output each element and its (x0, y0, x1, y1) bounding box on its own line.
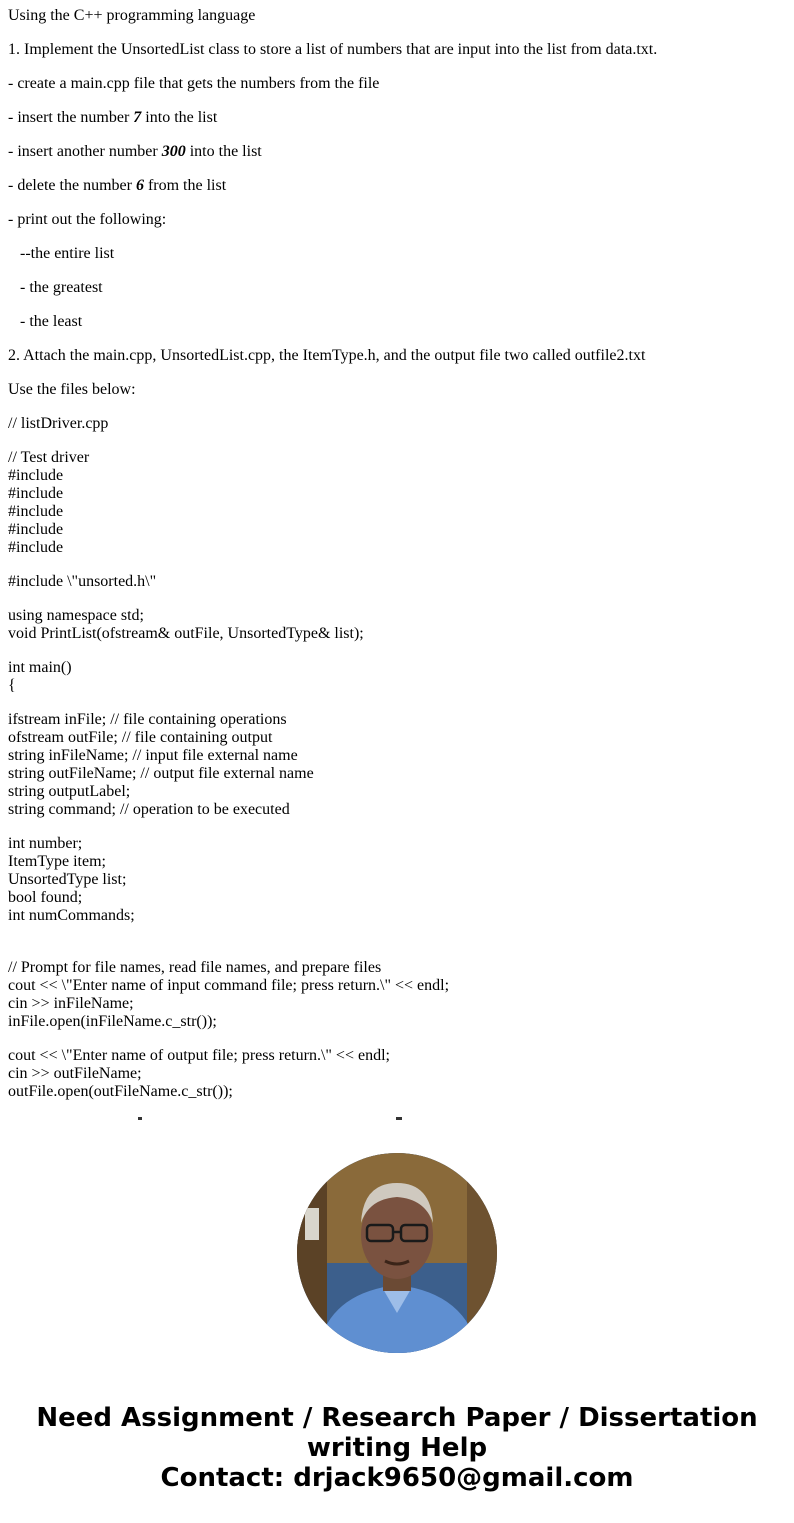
code-stream-decls (8, 711, 788, 819)
code-prompt-output (8, 1047, 788, 1101)
step-insert-300 (8, 143, 788, 161)
author-avatar (297, 1153, 497, 1353)
code-var-decls (8, 835, 788, 925)
step-insert-7-suffix: into the list (141, 109, 218, 126)
code-truncated-line (8, 1117, 788, 1123)
step-insert-7-value: 7 (133, 109, 142, 126)
sub-greatest: - the greatest (8, 279, 103, 296)
step-delete-6-prefix: - delete the number (8, 177, 136, 194)
step-delete-6 (8, 177, 788, 195)
step-insert-300-value: 300 (161, 143, 186, 160)
promo-contact: Contact: drjack9650@gmail.com (160, 1463, 634, 1493)
code-line: string command; // operation to be executed (8, 801, 290, 818)
code-line: #include (8, 503, 64, 520)
sub-least: - the least (8, 313, 83, 330)
code-main-open (8, 659, 788, 695)
code-line: // Test driver (8, 449, 90, 466)
author-photo-illustration (297, 1153, 497, 1353)
code-line: void PrintList(ofstream& outFile, UnsortedType& list); (8, 625, 364, 642)
step-insert-300-suffix: into the list (185, 143, 262, 160)
step-delete-6-suffix: from the list (143, 177, 227, 194)
task-1: 1. Implement the UnsortedList class to store a list of numbers that are input into the list from data.txt. (8, 41, 658, 58)
code-line: string inFileName; // input file external name (8, 747, 298, 764)
code-file-comment: // listDriver.cpp (8, 415, 109, 432)
intro-title: Using the C++ programming language (8, 7, 256, 24)
task-2: 2. Attach the main.cpp, UnsortedList.cpp, the ItemType.h, and the output file two called outfile2.txt (8, 347, 646, 364)
promo-line-2: writing Help (306, 1433, 488, 1463)
code-line: string outputLabel; (8, 783, 131, 800)
code-line: cin >> inFileName; (8, 995, 134, 1012)
sub-entire-list: --the entire list (8, 245, 115, 262)
code-line: int number; (8, 835, 83, 852)
code-header-block (8, 449, 788, 557)
step-delete-6-value: 6 (135, 177, 144, 194)
code-line: int numCommands; (8, 907, 135, 924)
code-line: cin >> outFileName; (8, 1065, 142, 1082)
document-body (8, 0, 788, 1124)
promo-line-1: Need Assignment / Research Paper / Dissertation (36, 1403, 758, 1433)
truncated-glyph (396, 1117, 402, 1120)
code-line: bool found; (8, 889, 83, 906)
use-files-label: Use the files below: (8, 381, 136, 398)
code-line: #include (8, 521, 64, 538)
step-print: - print out the following: (8, 211, 167, 228)
code-line: ifstream inFile; // file containing operations (8, 711, 287, 728)
code-include-unsorted: #include \"unsorted.h\" (8, 573, 157, 590)
promo-banner (0, 1403, 794, 1493)
step-insert-7 (8, 109, 788, 127)
code-line: #include (8, 539, 64, 556)
code-declarations (8, 607, 788, 643)
code-line: using namespace std; (8, 607, 144, 624)
code-line: UnsortedType list; (8, 871, 127, 888)
code-line: int main() (8, 659, 72, 676)
code-line: #include (8, 485, 64, 502)
step-create-main: - create a main.cpp file that gets the numbers from the file (8, 75, 380, 92)
step-insert-7-prefix: - insert the number (8, 109, 134, 126)
code-line: inFile.open(inFileName.c_str()); (8, 1013, 217, 1030)
code-line: // Prompt for file names, read file names, and prepare files (8, 959, 382, 976)
code-line: cout << \"Enter name of input command file; press return.\" << endl; (8, 977, 450, 994)
code-prompt-input (8, 959, 788, 1031)
code-line: cout << \"Enter name of output file; press return.\" << endl; (8, 1047, 390, 1064)
code-line: ofstream outFile; // file containing output (8, 729, 273, 746)
code-line: #include (8, 467, 64, 484)
code-line: outFile.open(outFileName.c_str()); (8, 1083, 233, 1100)
code-line: { (8, 677, 16, 694)
step-insert-300-prefix: - insert another number (8, 143, 162, 160)
truncated-glyph (138, 1117, 142, 1120)
code-line: string outFileName; // output file external name (8, 765, 314, 782)
code-line: ItemType item; (8, 853, 106, 870)
